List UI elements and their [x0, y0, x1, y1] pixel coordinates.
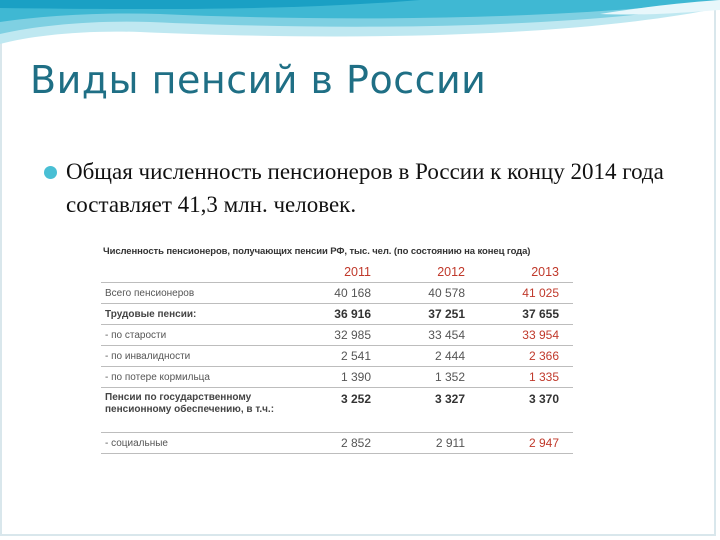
year-header: 2012 [385, 262, 479, 283]
cell-value: 37 655 [479, 304, 573, 325]
cell-value: 1 390 [291, 367, 385, 388]
cell-value: 37 251 [385, 304, 479, 325]
table-row [101, 346, 573, 367]
table-header-row [101, 262, 573, 283]
cell-value: 36 916 [291, 304, 385, 325]
header-empty-cell [101, 262, 291, 283]
row-label: Пенсии по государственному пенсионному обеспечению, в т.ч.: [101, 388, 291, 433]
cell-value: 3 370 [479, 388, 573, 433]
cell-value: 1 335 [479, 367, 573, 388]
cell-value: 2 366 [479, 346, 573, 367]
cell-value: 1 352 [385, 367, 479, 388]
table-row [101, 325, 573, 346]
table-row [101, 433, 573, 454]
year-header: 2011 [291, 262, 385, 283]
table-row [101, 367, 573, 388]
row-label: - социальные [101, 433, 291, 454]
table-row [101, 304, 573, 325]
cell-value: 3 252 [291, 388, 385, 433]
year-header: 2013 [479, 262, 573, 283]
cell-value: 40 578 [385, 283, 479, 304]
data-table [101, 262, 573, 454]
row-label: Всего пенсионеров [101, 283, 291, 304]
cell-value: 2 911 [385, 433, 479, 454]
cell-value: 33 454 [385, 325, 479, 346]
pensioners-table [101, 244, 573, 452]
cell-value: 33 954 [479, 325, 573, 346]
table-row [101, 283, 573, 304]
cell-value: 40 168 [291, 283, 385, 304]
row-label: - по старости [101, 325, 291, 346]
cell-value: 2 444 [385, 346, 479, 367]
cell-value: 2 947 [479, 433, 573, 454]
bullet-dot-icon [44, 166, 57, 179]
cell-value: 2 852 [291, 433, 385, 454]
row-label: Трудовые пенсии: [101, 304, 291, 325]
cell-value: 41 025 [479, 283, 573, 304]
row-label: - по потере кормильца [101, 367, 291, 388]
table-row [101, 388, 573, 433]
table-caption: Численность пенсионеров, получающих пенсии РФ, тыс. чел. (по состоянию на конец года) [103, 246, 531, 257]
row-label: - по инвалидности [101, 346, 291, 367]
bullet-text: Общая численность пенсионеров в России к концу 2014 года составляет 41,3 млн. человек. [66, 159, 664, 217]
cell-value: 2 541 [291, 346, 385, 367]
cell-value: 3 327 [385, 388, 479, 433]
slide-title: Виды пенсий в России [30, 58, 487, 102]
cell-value: 32 985 [291, 325, 385, 346]
